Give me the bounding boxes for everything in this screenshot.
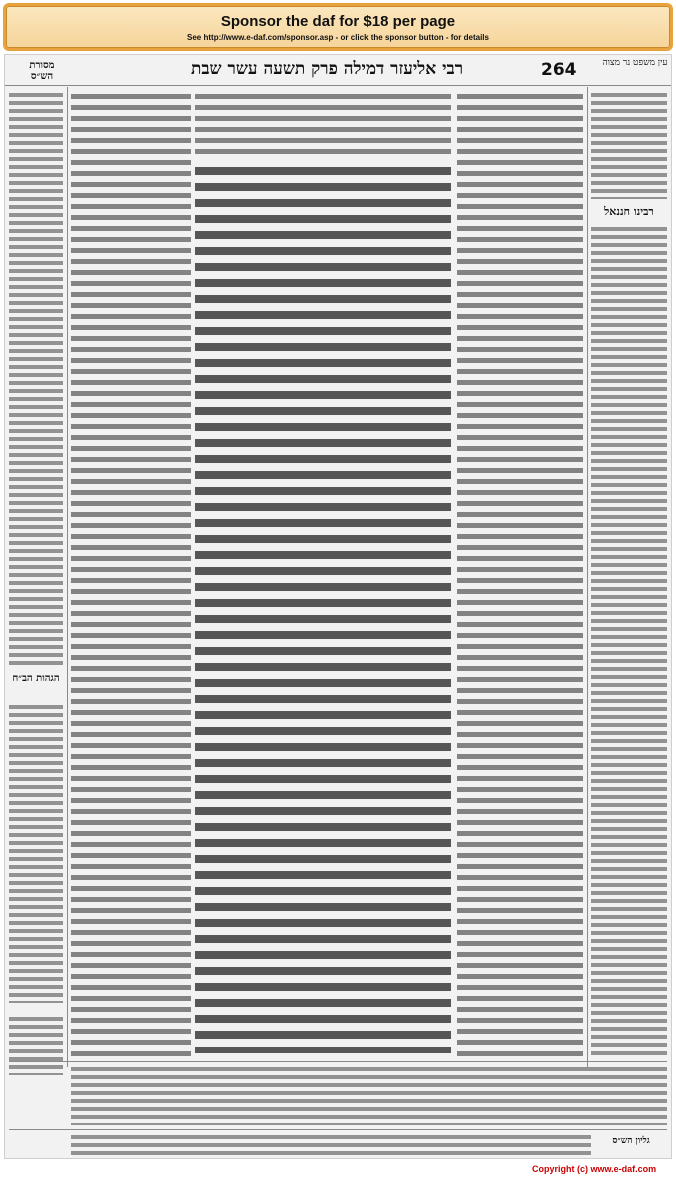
margin-label-left: מסורת הש״ס [29, 60, 55, 82]
bottom-separator [9, 1129, 667, 1130]
gilyon-label: גליון הש״ס [595, 1135, 667, 1146]
gemara-main-text [195, 163, 451, 1053]
sponsor-subtitle[interactable]: See http://www.e-daf.com/sponsor.asp - or click the sponsor button - for details [187, 33, 489, 42]
column-divider [67, 87, 68, 1067]
page-number: 264 [541, 60, 577, 80]
left-margin-notes [9, 1015, 63, 1075]
page-header [5, 55, 671, 86]
sponsor-title[interactable]: Sponsor the daf for $18 per page [220, 13, 456, 30]
rashi-column [457, 91, 583, 1056]
gemara-top-text [195, 91, 451, 159]
margin-label-right: עין משפט נר מצוה [602, 58, 668, 68]
ein-mishpat-column [591, 91, 667, 199]
hagahot-label: הגהות הב״ח [9, 673, 63, 684]
tosafot-column [71, 91, 191, 1056]
hagahot-column [9, 703, 63, 1003]
sponsor-banner[interactable] [3, 3, 673, 51]
rabbeinu-chananel-label: רבינו חננאל [591, 205, 667, 218]
bottom-notes [71, 1065, 667, 1125]
gilyon-hashas [71, 1133, 591, 1155]
chapter-title: רבי אליעזר דמילה פרק תשעה עשר שבת [191, 59, 464, 79]
copyright-notice: Copyright (c) www.e-daf.com [532, 1164, 657, 1174]
column-divider [587, 87, 588, 1067]
bottom-separator [9, 1061, 667, 1062]
rabbeinu-chananel-column [591, 225, 667, 1055]
talmud-page [4, 54, 672, 1159]
left-margin-column [9, 91, 63, 666]
